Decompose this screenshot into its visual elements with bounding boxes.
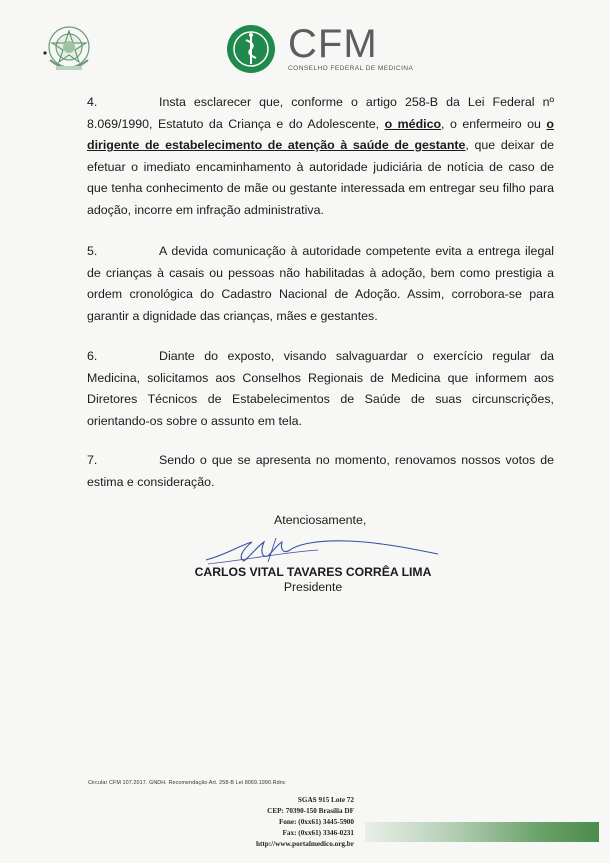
brazil-coat-of-arms-icon — [40, 20, 98, 78]
address-line: Fax: (0xx61) 3346-0231 — [282, 829, 354, 837]
cfm-caduceus-logo-icon — [226, 24, 276, 74]
footer-green-bar — [365, 822, 599, 842]
paragraph-number: 7. — [87, 453, 98, 467]
signer-role: Presidente — [283, 580, 343, 594]
paragraph-number: 6. — [87, 349, 98, 363]
paragraph-7 — [87, 450, 554, 493]
paragraph-6 — [87, 346, 554, 432]
cfm-logo-subtitle: CONSELHO FEDERAL DE MEDICINA — [288, 65, 414, 72]
address-line: Fone: (0xx61) 3445-5900 — [278, 818, 354, 826]
address-line: CEP: 70390-150 Brasília DF — [267, 807, 354, 815]
paragraph-number: 4. — [87, 95, 98, 109]
paragraph-number: 5. — [87, 244, 98, 258]
paragraph-4 — [87, 92, 554, 222]
cfm-logo-text: CFM — [288, 22, 378, 66]
paragraph-text: Sendo o que se apresenta no momento, renovamos nossos votos de estima e consideração. — [87, 453, 554, 489]
paragraph-text: Insta esclarecer que, conforme o artigo 258-B da Lei Federal nº 8.069/1990, Estatuto da Criança e do Adolescente, — [87, 95, 554, 131]
paragraph-text: Diante do exposto, visando salvaguardar o exercício regular da Medicina, solicitamos aos Conselhos Regionais de Medicina que informem aos Diretores Técnicos de Estabelecimentos de Saúde de suas circunscrições, orientando-os sobre o assunto em tela. — [87, 349, 554, 428]
paragraph-text: A devida comunicação à autoridade competente evita a entrega ilegal de crianças à casais ou pessoas não habilitadas à adoção, bem como prestigia a ordem cronológica do Cadastro Nacional de Adoção. Assim, corrobora-se para garantir a dignidade das crianças, mães e gestantes. — [87, 244, 554, 323]
emphasized-text: o dirigente de estabelecimento de atenção à saúde de gestante — [87, 116, 554, 153]
closing-salutation: Atenciosamente, — [274, 513, 367, 527]
document-reference: Circular CFM 107.2017. GNDH. Recomendação Art. 258-B Lei 8069.1990.Rdnc — [88, 780, 286, 786]
address-block — [256, 795, 354, 850]
website-link[interactable]: http://www.portalmedico.org.br — [255, 840, 354, 848]
paragraph-5 — [87, 241, 554, 327]
paragraph-text: , que deixar de efetuar o imediato encaminhamento à autoridade judiciária de notícia de caso de que tenha conhecimento de mãe ou gestante interessada em entregar seu filho para adoção, incorre em infração administrativa. — [87, 138, 554, 217]
emphasized-text: o médico — [384, 116, 442, 131]
address-line: SGAS 915 Lote 72 — [297, 796, 354, 804]
paragraph-text: , o enfermeiro ou — [441, 116, 547, 131]
signer-name: CARLOS VITAL TAVARES CORRÊA LIMA — [194, 565, 432, 579]
